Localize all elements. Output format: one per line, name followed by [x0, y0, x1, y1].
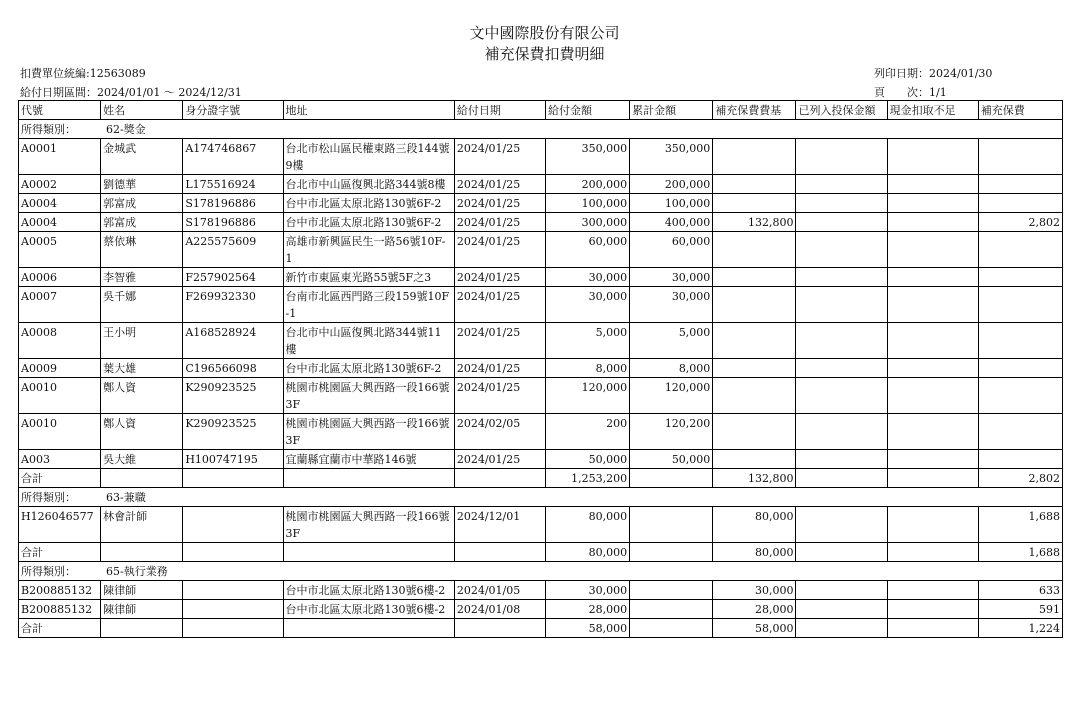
table-row [19, 323, 1063, 359]
cumulative-amount-cell: 60,000 [630, 232, 713, 268]
pay-amount-cell: 200 [546, 414, 630, 450]
print-date: 列印日期：2024/01/30 [874, 67, 993, 80]
address-cell [283, 469, 454, 488]
pay-date-cell: 2024/01/25 [454, 450, 545, 469]
supplementary-premium-cell: 633 [978, 581, 1062, 600]
insured-amount-cell [796, 581, 887, 600]
name-cell: 金城武 [101, 139, 183, 175]
address-cell: 桃園市桃園區大興西路一段166號3F [283, 507, 454, 543]
cash-shortfall-cell [887, 287, 978, 323]
pay-date-cell: 2024/12/01 [454, 507, 545, 543]
supplementary-premium-cell [978, 378, 1062, 414]
insured-amount-cell [796, 232, 887, 268]
name-cell: 蔡依琳 [101, 232, 183, 268]
code-cell: A0008 [19, 323, 101, 359]
pay-date-cell [454, 619, 545, 638]
cumulative-amount-cell: 8,000 [630, 359, 713, 378]
pay-amount-cell: 200,000 [546, 175, 630, 194]
address-cell: 台北市中山區復興北路344號8樓 [283, 175, 454, 194]
pay-amount-cell: 1,253,200 [546, 469, 630, 488]
name-cell: 鄭人資 [101, 378, 183, 414]
report-title: 補充保費扣費明細 [484, 45, 605, 63]
cash-shortfall-cell [887, 139, 978, 175]
pay-date-cell: 給付日期 [454, 101, 545, 120]
insured-amount-cell [796, 378, 887, 414]
category-code: 63-兼職 [106, 491, 146, 504]
code-cell: B200885132 [19, 600, 101, 619]
pay-date-cell: 2024/01/25 [454, 287, 545, 323]
premium-base-cell [713, 378, 796, 414]
table-row [19, 359, 1063, 378]
address-cell: 台南市北區西門路三段159號10F-1 [283, 287, 454, 323]
address-cell: 台北市松山區民權東路三段144號9樓 [283, 139, 454, 175]
id-number-cell [183, 619, 283, 638]
code-cell: A0005 [19, 232, 101, 268]
insured-amount-cell [796, 450, 887, 469]
cumulative-amount-cell: 5,000 [630, 323, 713, 359]
code-cell: A0006 [19, 268, 101, 287]
code-cell: H126046577 [19, 507, 101, 543]
pay-date-cell: 2024/02/05 [454, 414, 545, 450]
cash-shortfall-cell [887, 450, 978, 469]
supplementary-premium-cell [978, 175, 1062, 194]
category-label-text: 所得類別： [21, 565, 76, 578]
pay-amount-cell: 30,000 [546, 581, 630, 600]
pay-date-cell: 2024/01/25 [454, 194, 545, 213]
table-row [19, 378, 1063, 414]
pay-date-cell: 2024/01/25 [454, 213, 545, 232]
id-number-cell [183, 507, 283, 543]
pay-date-cell: 2024/01/08 [454, 600, 545, 619]
name-cell: 陳律師 [101, 581, 183, 600]
table-row [19, 175, 1063, 194]
id-number-cell: C196566098 [183, 359, 283, 378]
insured-amount-cell [796, 469, 887, 488]
pay-date-cell: 2024/01/25 [454, 323, 545, 359]
category-row [19, 562, 1063, 581]
cash-shortfall-cell: 現金扣取不足 [887, 101, 978, 120]
pay-date-cell: 2024/01/25 [454, 139, 545, 175]
cumulative-amount-cell [630, 469, 713, 488]
supplementary-premium-cell [978, 287, 1062, 323]
cumulative-amount-cell [630, 619, 713, 638]
pay-date-cell: 2024/01/25 [454, 175, 545, 194]
insured-amount-cell: 已列入投保金額 [796, 101, 887, 120]
pay-amount-cell: 350,000 [546, 139, 630, 175]
supplementary-premium-cell: 2,802 [978, 213, 1062, 232]
id-number-cell: S178196886 [183, 213, 283, 232]
table-row [19, 232, 1063, 268]
cash-shortfall-cell [887, 469, 978, 488]
pay-amount-cell: 50,000 [546, 450, 630, 469]
supplementary-premium-cell [978, 139, 1062, 175]
total-row [19, 619, 1063, 638]
address-cell: 台北市中山區復興北路344號11樓 [283, 323, 454, 359]
address-cell: 台中市北區太原北路130號6樓-2 [283, 581, 454, 600]
category-row [19, 488, 1063, 507]
cumulative-amount-cell: 100,000 [630, 194, 713, 213]
supplementary-premium-cell [978, 414, 1062, 450]
id-number-cell: L175516924 [183, 175, 283, 194]
name-cell: 林會計師 [101, 507, 183, 543]
address-cell [283, 619, 454, 638]
id-number-cell: K290923525 [183, 378, 283, 414]
name-cell: 郭富成 [101, 194, 183, 213]
insured-amount-cell [796, 323, 887, 359]
insured-amount-cell [796, 139, 887, 175]
name-cell: 郭富成 [101, 213, 183, 232]
insured-amount-cell [796, 507, 887, 543]
insured-amount-cell [796, 619, 887, 638]
address-cell: 地址 [283, 101, 454, 120]
pay-date-cell: 2024/01/25 [454, 268, 545, 287]
supplementary-premium-cell [978, 268, 1062, 287]
pay-date-range: 給付日期區間：2024/01/01 ～ 2024/12/31 [20, 86, 242, 99]
pay-amount-cell: 120,000 [546, 378, 630, 414]
id-number-cell: S178196886 [183, 194, 283, 213]
code-cell: A0007 [19, 287, 101, 323]
supplementary-premium-cell: 1,688 [978, 543, 1062, 562]
cash-shortfall-cell [887, 414, 978, 450]
category-label [19, 488, 1063, 507]
premium-table [18, 100, 1063, 638]
table-row [19, 213, 1063, 232]
cash-shortfall-cell [887, 543, 978, 562]
pay-date-cell: 2024/01/25 [454, 359, 545, 378]
name-cell: 陳律師 [101, 600, 183, 619]
id-number-cell: H100747195 [183, 450, 283, 469]
category-label-text: 所得類別： [21, 491, 76, 504]
pay-amount-cell: 58,000 [546, 619, 630, 638]
supplementary-premium-cell: 1,688 [978, 507, 1062, 543]
pay-amount-cell: 300,000 [546, 213, 630, 232]
code-cell: A0009 [19, 359, 101, 378]
insured-amount-cell [796, 414, 887, 450]
premium-base-cell [713, 175, 796, 194]
pay-amount-cell: 30,000 [546, 287, 630, 323]
premium-base-cell: 58,000 [713, 619, 796, 638]
cumulative-amount-cell: 累計金額 [630, 101, 713, 120]
id-number-cell: F269932330 [183, 287, 283, 323]
cumulative-amount-cell [630, 543, 713, 562]
id-number-cell [183, 600, 283, 619]
code-cell: B200885132 [19, 581, 101, 600]
supplementary-premium-cell: 1,224 [978, 619, 1062, 638]
supplementary-premium-cell: 2,802 [978, 469, 1062, 488]
name-cell: 李智雅 [101, 268, 183, 287]
cumulative-amount-cell: 200,000 [630, 175, 713, 194]
insured-amount-cell [796, 268, 887, 287]
premium-base-cell [713, 194, 796, 213]
premium-base-cell [713, 450, 796, 469]
supplementary-premium-cell [978, 194, 1062, 213]
code-cell: A0004 [19, 194, 101, 213]
cash-shortfall-cell [887, 194, 978, 213]
table-row [19, 414, 1063, 450]
cash-shortfall-cell [887, 507, 978, 543]
table-row [19, 194, 1063, 213]
pay-date-cell: 2024/01/25 [454, 378, 545, 414]
id-number-cell [183, 581, 283, 600]
pay-amount-cell: 30,000 [546, 268, 630, 287]
insured-amount-cell [796, 543, 887, 562]
id-number-cell: F257902564 [183, 268, 283, 287]
address-cell: 台中市北區太原北路130號6F-2 [283, 194, 454, 213]
cumulative-amount-cell: 30,000 [630, 287, 713, 323]
category-row [19, 120, 1063, 139]
code-cell: 合計 [19, 619, 101, 638]
id-number-cell: A168528924 [183, 323, 283, 359]
insured-amount-cell [796, 213, 887, 232]
cumulative-amount-cell: 50,000 [630, 450, 713, 469]
name-cell: 葉大雄 [101, 359, 183, 378]
name-cell: 鄭人資 [101, 414, 183, 450]
supplementary-premium-cell [978, 232, 1062, 268]
cumulative-amount-cell: 120,000 [630, 378, 713, 414]
cumulative-amount-cell: 30,000 [630, 268, 713, 287]
insured-amount-cell [796, 175, 887, 194]
pay-amount-cell: 給付金額 [546, 101, 630, 120]
pay-date-cell: 2024/01/25 [454, 232, 545, 268]
name-cell: 王小明 [101, 323, 183, 359]
cumulative-amount-cell [630, 600, 713, 619]
cash-shortfall-cell [887, 600, 978, 619]
premium-base-cell: 28,000 [713, 600, 796, 619]
table-row [19, 600, 1063, 619]
pay-date-cell: 2024/01/05 [454, 581, 545, 600]
pay-date-cell [454, 543, 545, 562]
pay-date-cell [454, 469, 545, 488]
insured-amount-cell [796, 194, 887, 213]
header-row [19, 101, 1063, 120]
cash-shortfall-cell [887, 359, 978, 378]
code-cell: A0002 [19, 175, 101, 194]
id-number-cell: 身分證字號 [183, 101, 283, 120]
category-code: 62-獎金 [106, 123, 146, 136]
cash-shortfall-cell [887, 175, 978, 194]
pay-amount-cell: 28,000 [546, 600, 630, 619]
address-cell: 桃園市桃園區大興西路一段166號3F [283, 378, 454, 414]
id-number-cell: K290923525 [183, 414, 283, 450]
page-number: 頁 次：1/1 [874, 86, 947, 99]
premium-base-cell [713, 232, 796, 268]
table-row [19, 581, 1063, 600]
cumulative-amount-cell: 400,000 [630, 213, 713, 232]
cash-shortfall-cell [887, 619, 978, 638]
premium-base-cell: 132,800 [713, 213, 796, 232]
address-cell: 台中市北區太原北路130號6F-2 [283, 359, 454, 378]
cash-shortfall-cell [887, 232, 978, 268]
table-row [19, 450, 1063, 469]
supplementary-premium-cell [978, 450, 1062, 469]
code-cell: A0004 [19, 213, 101, 232]
cash-shortfall-cell [887, 213, 978, 232]
pay-amount-cell: 5,000 [546, 323, 630, 359]
address-cell: 宜蘭縣宜蘭市中華路146號 [283, 450, 454, 469]
name-cell: 吳千娜 [101, 287, 183, 323]
pay-amount-cell: 60,000 [546, 232, 630, 268]
address-cell: 台中市北區太原北路130號6F-2 [283, 213, 454, 232]
category-label [19, 562, 1063, 581]
code-cell: A0001 [19, 139, 101, 175]
category-label [19, 120, 1063, 139]
cash-shortfall-cell [887, 378, 978, 414]
insured-amount-cell [796, 287, 887, 323]
cash-shortfall-cell [887, 323, 978, 359]
name-cell: 劉德華 [101, 175, 183, 194]
code-cell: A003 [19, 450, 101, 469]
premium-base-cell [713, 139, 796, 175]
code-cell: A0010 [19, 414, 101, 450]
id-number-cell: A174746867 [183, 139, 283, 175]
code-cell: 合計 [19, 543, 101, 562]
cumulative-amount-cell: 120,200 [630, 414, 713, 450]
premium-base-cell [713, 414, 796, 450]
name-cell: 吳大維 [101, 450, 183, 469]
premium-base-cell [713, 359, 796, 378]
id-number-cell: A225575609 [183, 232, 283, 268]
premium-base-cell: 132,800 [713, 469, 796, 488]
cumulative-amount-cell [630, 507, 713, 543]
id-number-cell [183, 469, 283, 488]
category-label-text: 所得類別： [21, 123, 76, 136]
address-cell: 台中市北區太原北路130號6樓-2 [283, 600, 454, 619]
id-number-cell [183, 543, 283, 562]
pay-amount-cell: 80,000 [546, 543, 630, 562]
code-cell: A0010 [19, 378, 101, 414]
name-cell [101, 469, 183, 488]
premium-base-cell: 補充保費費基 [713, 101, 796, 120]
premium-base-cell: 80,000 [713, 507, 796, 543]
table-row [19, 139, 1063, 175]
address-cell [283, 543, 454, 562]
supplementary-premium-cell [978, 323, 1062, 359]
premium-base-cell [713, 323, 796, 359]
name-cell [101, 543, 183, 562]
address-cell: 高雄市新興區民生一路56號10F-1 [283, 232, 454, 268]
cumulative-amount-cell [630, 581, 713, 600]
supplementary-premium-cell [978, 359, 1062, 378]
table-row [19, 287, 1063, 323]
total-row [19, 543, 1063, 562]
address-cell: 桃園市桃園區大興西路一段166號3F [283, 414, 454, 450]
supplementary-premium-cell: 591 [978, 600, 1062, 619]
table-row [19, 268, 1063, 287]
code-cell: 合計 [19, 469, 101, 488]
unit-id: 扣費單位統編:12563089 [20, 67, 146, 80]
table-row [19, 507, 1063, 543]
name-cell: 姓名 [101, 101, 183, 120]
premium-base-cell [713, 287, 796, 323]
pay-amount-cell: 8,000 [546, 359, 630, 378]
code-cell: 代號 [19, 101, 101, 120]
cash-shortfall-cell [887, 268, 978, 287]
insured-amount-cell [796, 600, 887, 619]
category-code: 65-執行業務 [106, 565, 168, 578]
supplementary-premium-cell: 補充保費 [978, 101, 1062, 120]
premium-base-cell: 30,000 [713, 581, 796, 600]
total-row [19, 469, 1063, 488]
premium-base-cell [713, 268, 796, 287]
company-name: 文中國際股份有限公司 [469, 24, 620, 42]
premium-base-cell: 80,000 [713, 543, 796, 562]
cash-shortfall-cell [887, 581, 978, 600]
insured-amount-cell [796, 359, 887, 378]
cumulative-amount-cell: 350,000 [630, 139, 713, 175]
name-cell [101, 619, 183, 638]
pay-amount-cell: 80,000 [546, 507, 630, 543]
pay-amount-cell: 100,000 [546, 194, 630, 213]
address-cell: 新竹市東區東光路55號5F之3 [283, 268, 454, 287]
